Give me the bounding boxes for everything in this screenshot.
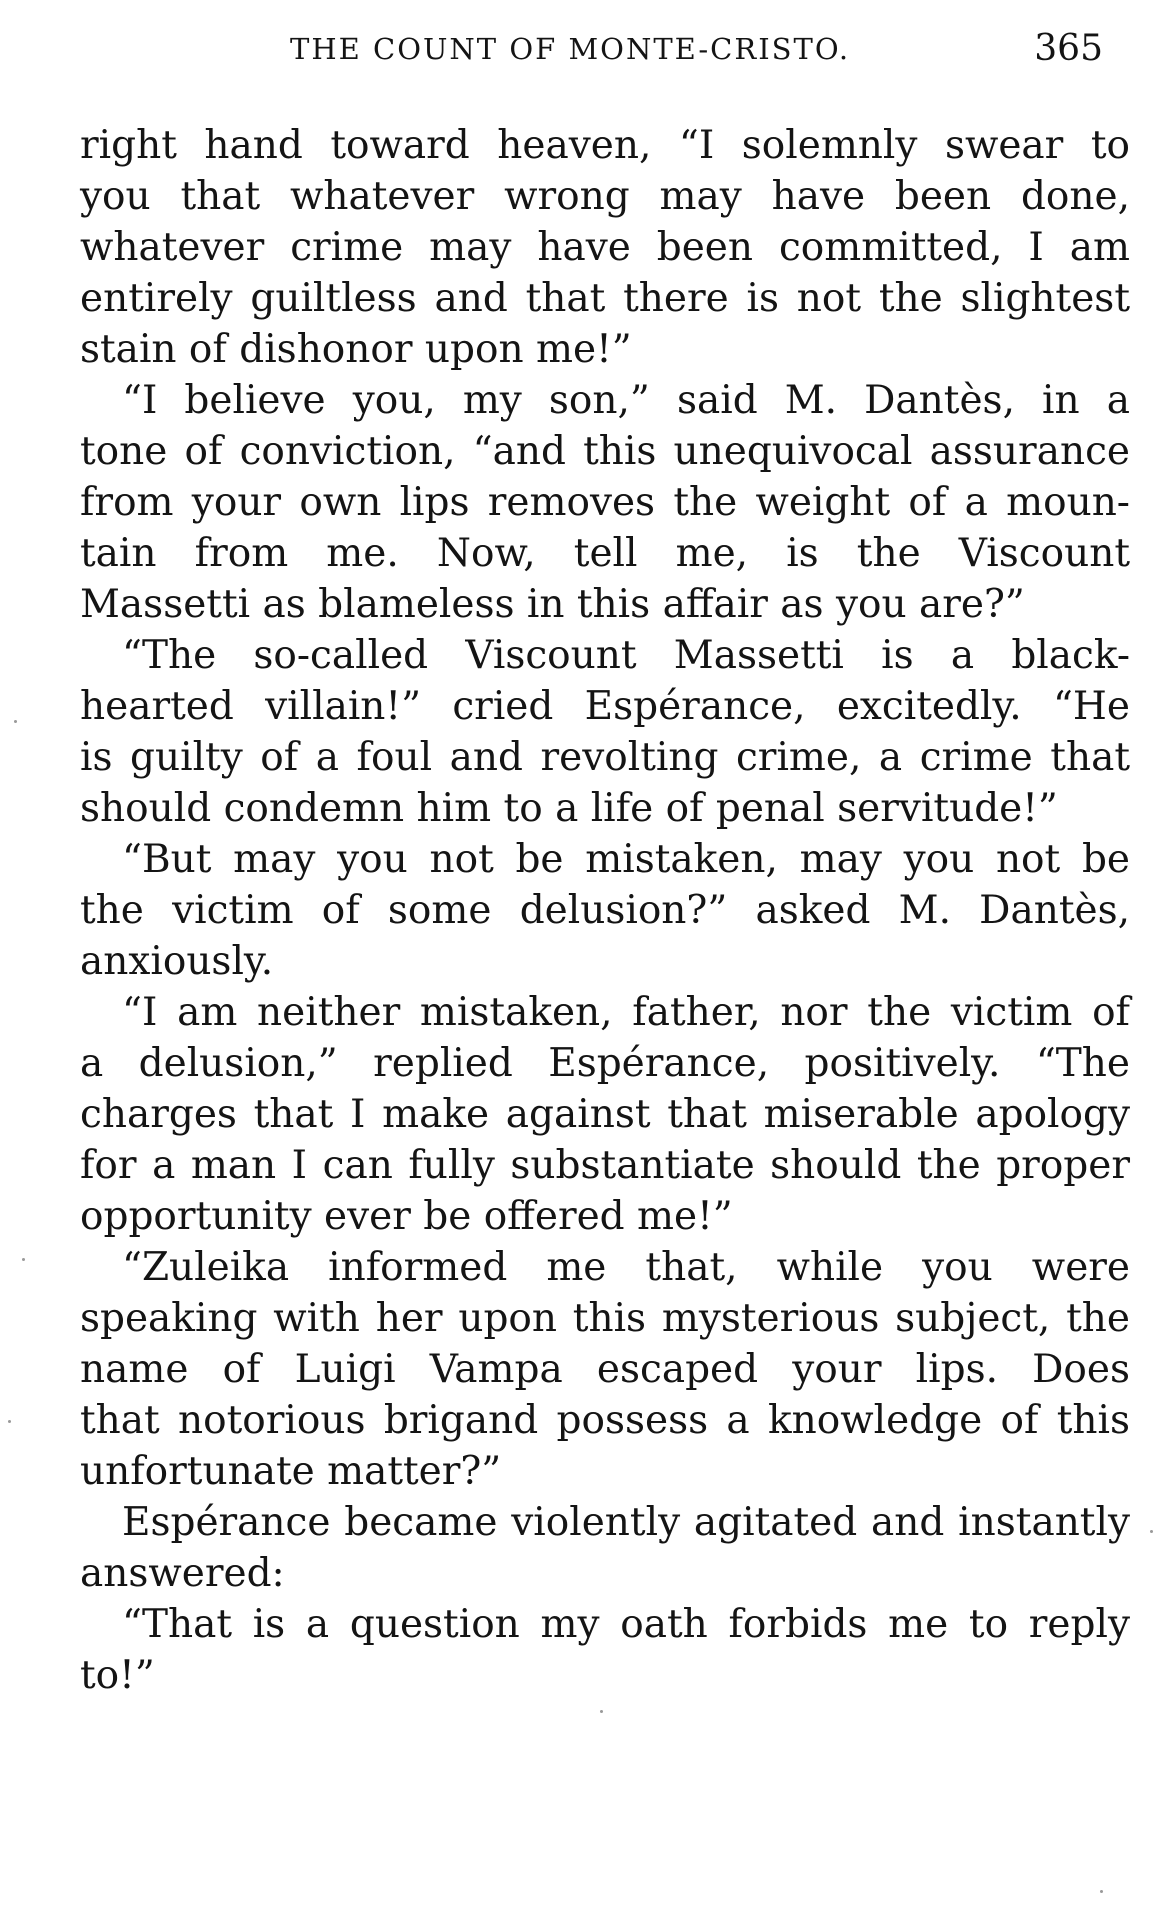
text-line: “That is a question my oath forbids me to reply xyxy=(122,1602,1130,1647)
text-line: right hand toward heaven, “I solemnly swear to xyxy=(80,123,1130,168)
text-line: “But may you not be mistaken, may you not be xyxy=(122,837,1130,882)
text-line: for a man I can fully substantiate should the proper xyxy=(80,1143,1130,1188)
running-title: THE COUNT OF MONTE-CRISTO. xyxy=(290,32,851,66)
text-line: that notorious brigand possess a knowledge of this xyxy=(80,1398,1130,1443)
text-line: whatever crime may have been committed, I am xyxy=(80,225,1130,270)
text-line: hearted villain!” cried Espérance, excitedly. “He xyxy=(80,684,1130,729)
text-line: anxiously. xyxy=(80,939,274,984)
text-line: tain from me. Now, tell me, is the Viscount xyxy=(80,531,1130,576)
text-line: charges that I make against that miserable apology xyxy=(80,1092,1130,1137)
print-speck xyxy=(600,1710,603,1713)
text-line: entirely guiltless and that there is not the slightest xyxy=(80,276,1130,321)
text-line: stain of dishonor upon me!” xyxy=(80,327,632,372)
text-line: “I am neither mistaken, father, nor the victim of xyxy=(122,990,1130,1035)
text-line: the victim of some delusion?” asked M. Dantès, xyxy=(80,888,1130,933)
print-speck xyxy=(1150,1530,1153,1533)
text-line: from your own lips removes the weight of a moun- xyxy=(80,480,1130,525)
text-line: Massetti as blameless in this affair as you are?” xyxy=(80,582,1025,627)
text-line: a delusion,” replied Espérance, positively. “The xyxy=(80,1041,1130,1086)
print-speck xyxy=(14,720,17,723)
text-line: unfortunate matter?” xyxy=(80,1449,502,1494)
text-line: “Zuleika informed me that, while you were xyxy=(122,1245,1130,1290)
text-line: tone of conviction, “and this unequivocal assurance xyxy=(80,429,1130,474)
running-head xyxy=(80,24,1127,74)
text-line: “I believe you, my son,” said M. Dantès, in a xyxy=(122,378,1130,423)
print-speck xyxy=(1100,1890,1103,1893)
text-line: you that whatever wrong may have been done, xyxy=(80,174,1130,219)
text-line: Espérance became violently agitated and instantly xyxy=(122,1500,1130,1545)
print-speck xyxy=(22,1258,25,1261)
text-line: answered: xyxy=(80,1551,285,1596)
text-line: speaking with her upon this mysterious subject, the xyxy=(80,1296,1130,1341)
text-line: opportunity ever be offered me!” xyxy=(80,1194,733,1239)
text-line: to!” xyxy=(80,1653,155,1698)
body-text xyxy=(80,120,1130,1701)
text-line: “The so-called Viscount Massetti is a black- xyxy=(122,633,1130,678)
text-line: is guilty of a foul and revolting crime, a crime that xyxy=(80,735,1130,780)
print-speck xyxy=(8,1420,11,1423)
page-number: 365 xyxy=(1034,28,1103,69)
text-line: should condemn him to a life of penal servitude!” xyxy=(80,786,1058,831)
text-line: name of Luigi Vampa escaped your lips. Does xyxy=(80,1347,1130,1392)
